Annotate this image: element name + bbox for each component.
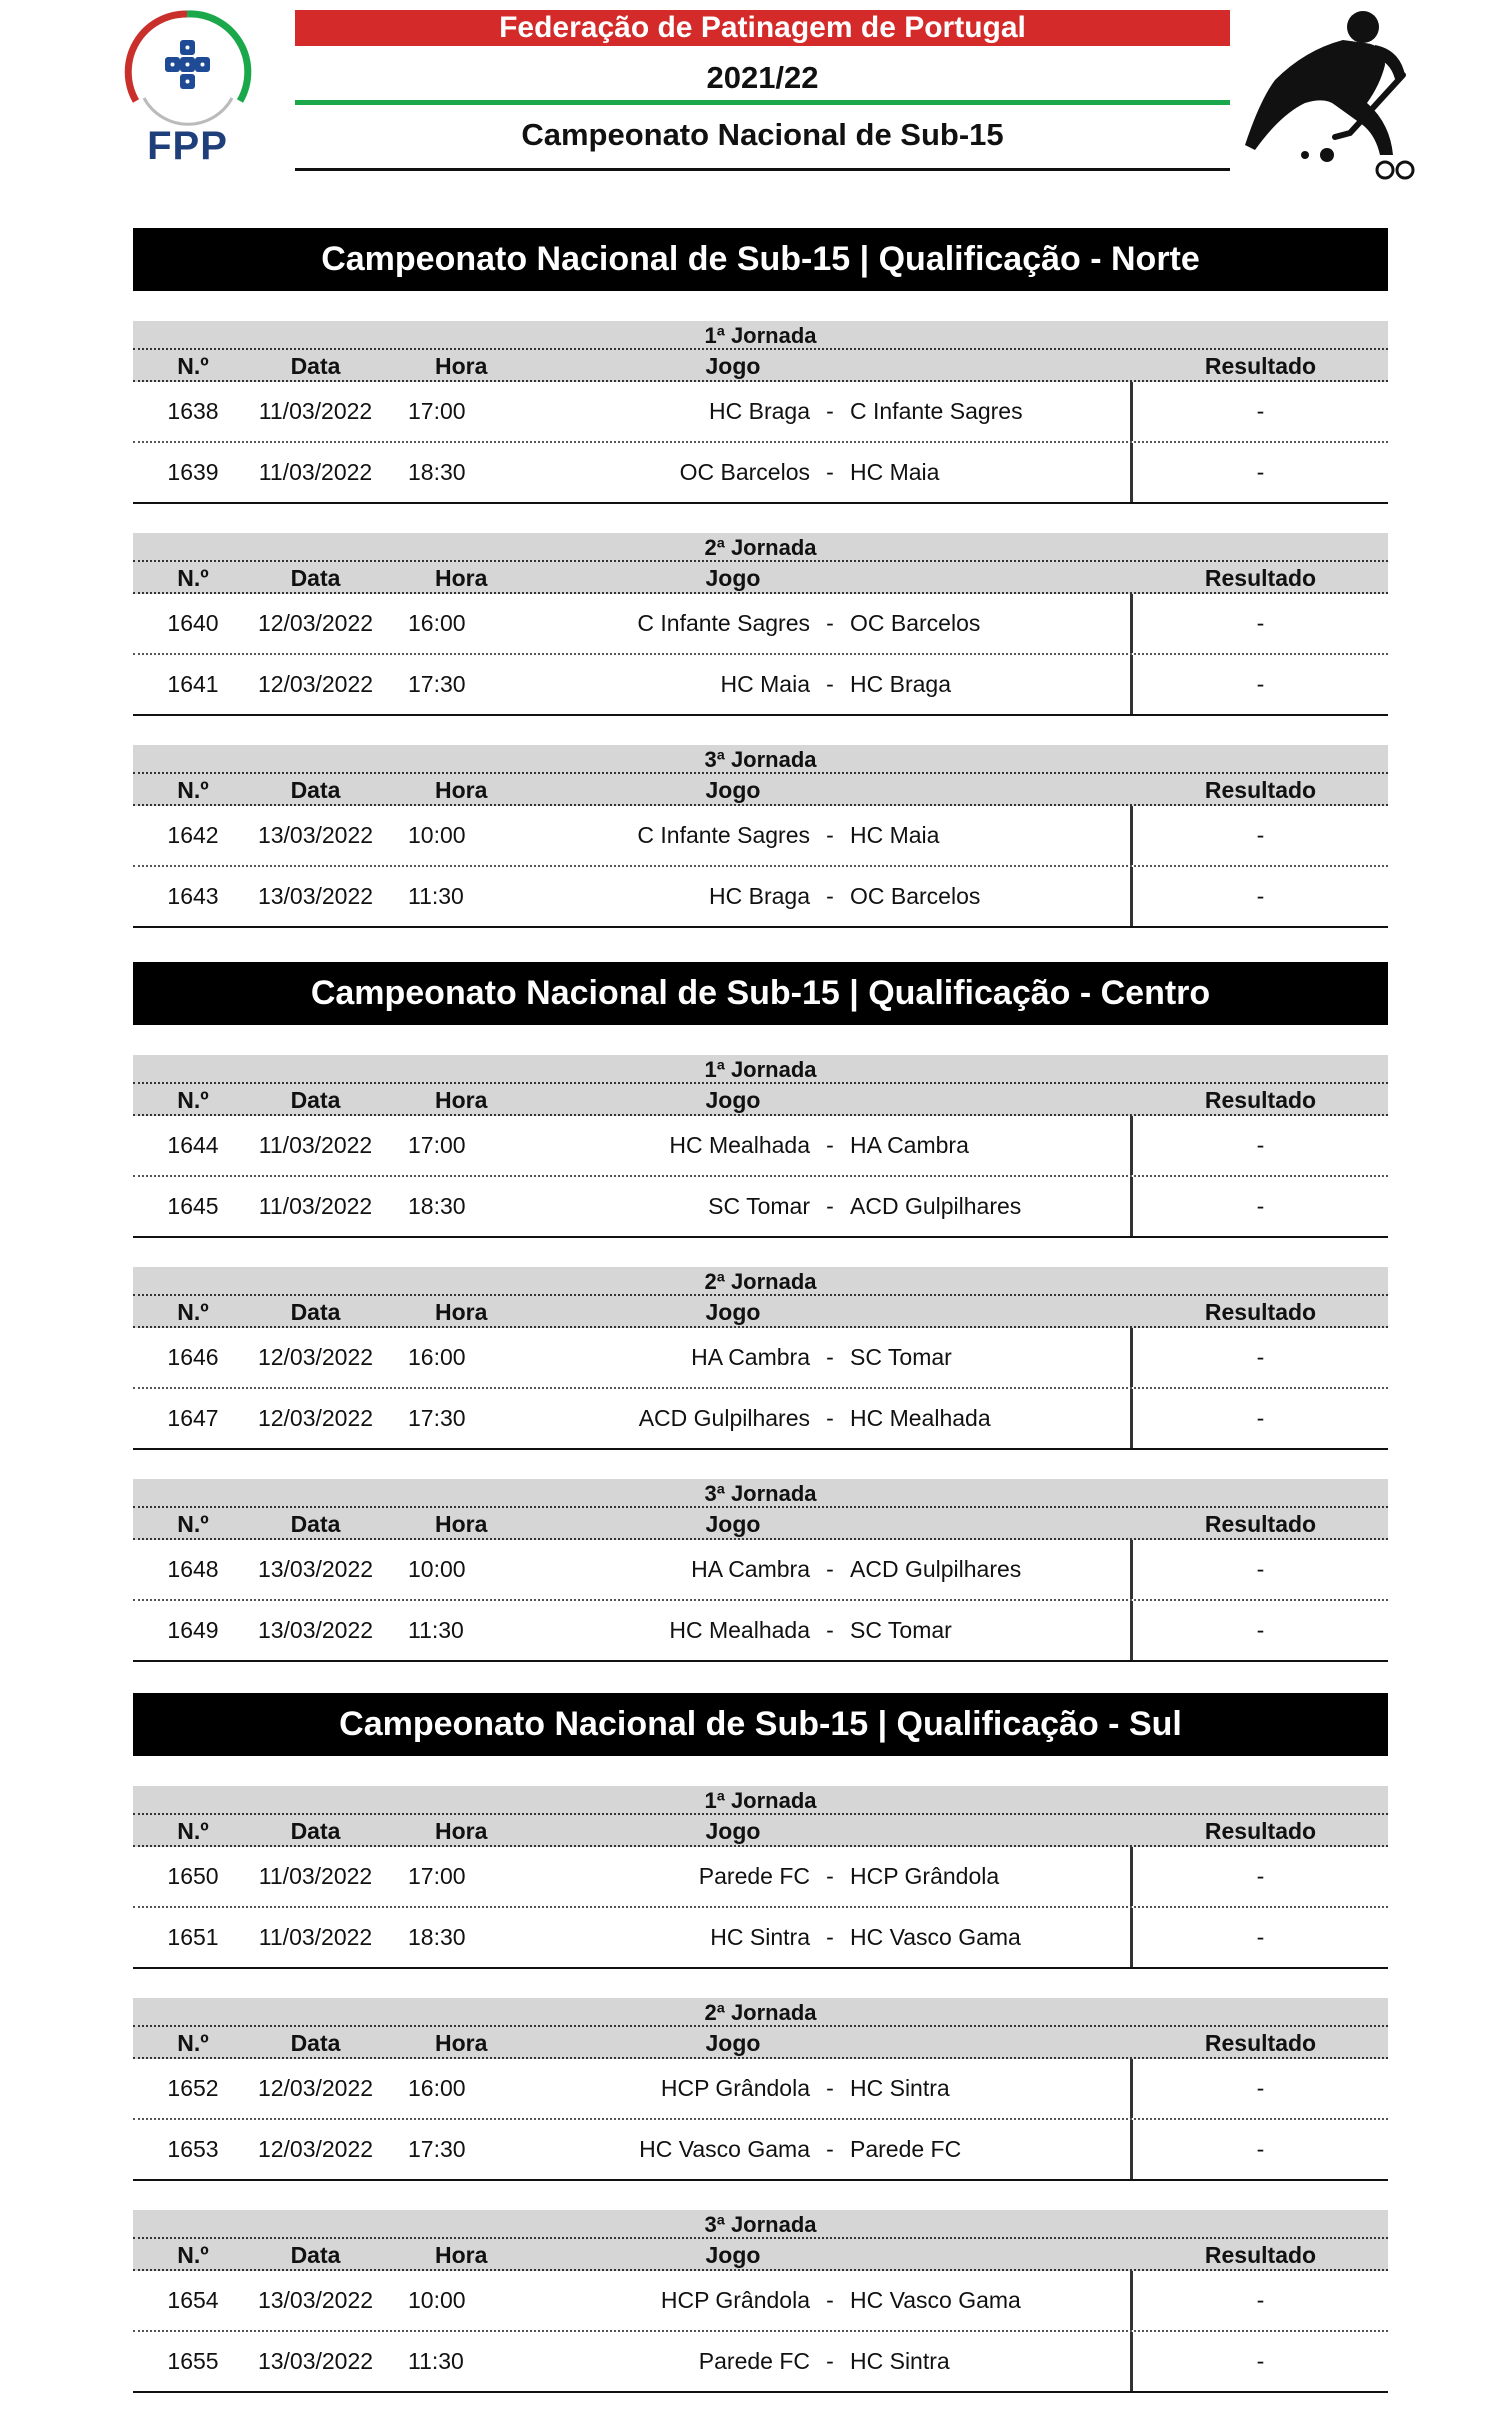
column-header-row bbox=[133, 1508, 1388, 1540]
game-time: 16:00 bbox=[408, 1344, 466, 1370]
column-header-row bbox=[133, 1296, 1388, 1328]
header-result: Resultado bbox=[1204, 353, 1317, 379]
game-date: 11/03/2022 bbox=[258, 1863, 373, 1889]
game-date: 13/03/2022 bbox=[257, 2287, 374, 2313]
round-table bbox=[133, 1786, 1388, 1969]
table-row bbox=[133, 1116, 1388, 1177]
game-time: 16:00 bbox=[408, 2075, 466, 2101]
column-header-row bbox=[133, 1815, 1388, 1847]
header-result: Resultado bbox=[1204, 565, 1317, 591]
game-time: 10:00 bbox=[408, 822, 466, 848]
header-time: Hora bbox=[435, 777, 488, 803]
header-time: Hora bbox=[435, 353, 488, 379]
away-team: HCP Grândola bbox=[850, 1863, 1000, 1889]
column-header-row bbox=[133, 562, 1388, 594]
game-time: 18:30 bbox=[408, 1193, 466, 1219]
header-game: Jogo bbox=[705, 1087, 761, 1113]
table-row bbox=[133, 2332, 1388, 2393]
vs-separator: - bbox=[826, 822, 834, 848]
away-team: ACD Gulpilhares bbox=[850, 1556, 1022, 1582]
section bbox=[133, 228, 1388, 928]
away-team: HA Cambra bbox=[850, 1132, 969, 1158]
home-team: HC Mealhada bbox=[669, 1617, 810, 1643]
game-time: 10:00 bbox=[408, 1556, 466, 1582]
table-row bbox=[133, 867, 1388, 928]
vs-separator: - bbox=[826, 2287, 834, 2313]
game-result: - bbox=[1130, 1389, 1388, 1448]
header-date: Data bbox=[290, 1299, 341, 1325]
game-number: 1643 bbox=[167, 883, 219, 909]
vs-separator: - bbox=[826, 1863, 834, 1889]
game-date: 11/03/2022 bbox=[258, 1193, 373, 1219]
vs-separator: - bbox=[826, 1617, 834, 1643]
table-row bbox=[133, 806, 1388, 867]
logo-text: FPP bbox=[147, 124, 228, 168]
game-number: 1654 bbox=[167, 2287, 219, 2313]
away-team: HC Mealhada bbox=[850, 1405, 991, 1431]
header-num: N.º bbox=[177, 777, 209, 803]
game-time: 17:00 bbox=[408, 1863, 466, 1889]
table-row bbox=[133, 2271, 1388, 2332]
game-number: 1639 bbox=[167, 459, 219, 485]
header-num: N.º bbox=[177, 565, 209, 591]
game-result: - bbox=[1130, 1908, 1388, 1967]
home-team: ACD Gulpilhares bbox=[638, 1405, 810, 1431]
game-result: - bbox=[1130, 1116, 1388, 1175]
vs-separator: - bbox=[826, 1924, 834, 1950]
game-result: - bbox=[1130, 1540, 1388, 1599]
game-number: 1642 bbox=[167, 822, 219, 848]
header-result: Resultado bbox=[1204, 1299, 1317, 1325]
table-row bbox=[133, 1908, 1388, 1969]
vs-separator: - bbox=[826, 1405, 834, 1431]
round-label: 3ª Jornada bbox=[133, 745, 1388, 774]
away-team: OC Barcelos bbox=[850, 610, 981, 636]
game-date: 13/03/2022 bbox=[257, 1617, 374, 1643]
competition-title: Campeonato Nacional de Sub-15 bbox=[521, 117, 1004, 152]
game-date: 12/03/2022 bbox=[257, 671, 374, 697]
column-header-row bbox=[133, 1084, 1388, 1116]
game-result: - bbox=[1130, 806, 1388, 865]
game-number: 1644 bbox=[167, 1132, 219, 1158]
round-table bbox=[133, 2210, 1388, 2393]
game-number: 1649 bbox=[167, 1617, 219, 1643]
vs-separator: - bbox=[826, 1132, 834, 1158]
vs-separator: - bbox=[826, 2075, 834, 2101]
table-row bbox=[133, 2120, 1388, 2181]
game-number: 1655 bbox=[167, 2348, 219, 2374]
header-game: Jogo bbox=[705, 1818, 761, 1844]
header-time: Hora bbox=[435, 2030, 488, 2056]
header-result: Resultado bbox=[1204, 1087, 1317, 1113]
game-time: 10:00 bbox=[408, 2287, 466, 2313]
away-team: SC Tomar bbox=[850, 1344, 952, 1370]
fpp-emblem-icon bbox=[120, 6, 255, 126]
game-result: - bbox=[1130, 867, 1388, 926]
header-game: Jogo bbox=[705, 2030, 761, 2056]
header-time: Hora bbox=[435, 1511, 488, 1537]
header-game: Jogo bbox=[705, 1299, 761, 1325]
section bbox=[133, 1693, 1388, 2393]
vs-separator: - bbox=[826, 610, 834, 636]
game-date: 13/03/2022 bbox=[257, 883, 374, 909]
away-team: C Infante Sagres bbox=[850, 398, 1023, 424]
hockey-player-icon bbox=[1235, 5, 1425, 185]
header-date: Data bbox=[290, 353, 341, 379]
game-result: - bbox=[1130, 1601, 1388, 1660]
home-team: HA Cambra bbox=[691, 1556, 810, 1582]
home-team: HC Braga bbox=[709, 883, 810, 909]
round-table bbox=[133, 1055, 1388, 1238]
game-number: 1641 bbox=[167, 671, 219, 697]
vs-separator: - bbox=[826, 1344, 834, 1370]
round-table bbox=[133, 1267, 1388, 1450]
game-time: 11:30 bbox=[408, 1617, 464, 1643]
table-row bbox=[133, 382, 1388, 443]
home-team: Parede FC bbox=[698, 1863, 810, 1889]
table-row bbox=[133, 1847, 1388, 1908]
game-time: 16:00 bbox=[408, 610, 466, 636]
table-row bbox=[133, 1389, 1388, 1450]
header-result: Resultado bbox=[1204, 1511, 1317, 1537]
game-result: - bbox=[1130, 1177, 1388, 1236]
fpp-logo bbox=[120, 6, 255, 176]
away-team: HC Sintra bbox=[850, 2075, 950, 2101]
away-team: OC Barcelos bbox=[850, 883, 981, 909]
home-team: HC Braga bbox=[709, 398, 810, 424]
header-game: Jogo bbox=[705, 565, 761, 591]
table-row bbox=[133, 1601, 1388, 1662]
vs-separator: - bbox=[826, 2348, 834, 2374]
header-result: Resultado bbox=[1204, 1818, 1317, 1844]
home-team: HC Mealhada bbox=[669, 1132, 810, 1158]
round-table bbox=[133, 533, 1388, 716]
home-team: HC Vasco Gama bbox=[639, 2136, 810, 2162]
home-team: SC Tomar bbox=[708, 1193, 810, 1219]
header-time: Hora bbox=[435, 1299, 488, 1325]
header-date: Data bbox=[290, 565, 341, 591]
game-result: - bbox=[1130, 382, 1388, 441]
table-row bbox=[133, 1177, 1388, 1238]
game-number: 1645 bbox=[167, 1193, 219, 1219]
table-row bbox=[133, 655, 1388, 716]
header-num: N.º bbox=[177, 353, 209, 379]
game-date: 12/03/2022 bbox=[257, 1344, 374, 1370]
game-number: 1652 bbox=[167, 2075, 219, 2101]
home-team: C Infante Sagres bbox=[637, 610, 810, 636]
header-time: Hora bbox=[435, 565, 488, 591]
header-time: Hora bbox=[435, 2242, 488, 2268]
round-label: 3ª Jornada bbox=[133, 1479, 1388, 1508]
header-num: N.º bbox=[177, 1511, 209, 1537]
game-date: 13/03/2022 bbox=[257, 1556, 374, 1582]
game-date: 11/03/2022 bbox=[258, 398, 373, 424]
section-title: Campeonato Nacional de Sub-15 | Qualificação - Centro bbox=[133, 962, 1388, 1025]
game-time: 17:30 bbox=[408, 2136, 466, 2162]
game-time: 11:30 bbox=[408, 2348, 464, 2374]
game-number: 1647 bbox=[167, 1405, 219, 1431]
table-row bbox=[133, 1328, 1388, 1389]
black-divider bbox=[295, 168, 1230, 171]
round-label: 2ª Jornada bbox=[133, 1267, 1388, 1296]
game-date: 12/03/2022 bbox=[257, 2075, 374, 2101]
column-header-row bbox=[133, 2239, 1388, 2271]
game-number: 1650 bbox=[167, 1863, 219, 1889]
game-date: 12/03/2022 bbox=[257, 2136, 374, 2162]
round-table bbox=[133, 321, 1388, 504]
round-table bbox=[133, 1998, 1388, 2181]
header-result: Resultado bbox=[1204, 2242, 1317, 2268]
game-number: 1648 bbox=[167, 1556, 219, 1582]
game-number: 1651 bbox=[167, 1924, 219, 1950]
section-title: Campeonato Nacional de Sub-15 | Qualificação - Sul bbox=[133, 1693, 1388, 1756]
game-result: - bbox=[1130, 1328, 1388, 1387]
game-date: 13/03/2022 bbox=[257, 822, 374, 848]
away-team: SC Tomar bbox=[850, 1617, 952, 1643]
home-team: HC Sintra bbox=[710, 1924, 810, 1950]
game-result: - bbox=[1130, 594, 1388, 653]
header-date: Data bbox=[290, 2030, 341, 2056]
game-result: - bbox=[1130, 2059, 1388, 2118]
game-number: 1638 bbox=[167, 398, 219, 424]
game-time: 18:30 bbox=[408, 1924, 466, 1950]
round-label: 2ª Jornada bbox=[133, 1998, 1388, 2027]
game-number: 1646 bbox=[167, 1344, 219, 1370]
header-result: Resultado bbox=[1204, 777, 1317, 803]
home-team: HA Cambra bbox=[691, 1344, 810, 1370]
round-label: 1ª Jornada bbox=[133, 1786, 1388, 1815]
game-time: 17:00 bbox=[408, 398, 466, 424]
game-result: - bbox=[1130, 2120, 1388, 2179]
game-result: - bbox=[1130, 655, 1388, 714]
table-row bbox=[133, 1540, 1388, 1601]
header-num: N.º bbox=[177, 1299, 209, 1325]
home-team: HCP Grândola bbox=[660, 2075, 810, 2101]
game-time: 18:30 bbox=[408, 459, 466, 485]
game-date: 11/03/2022 bbox=[258, 1924, 373, 1950]
game-time: 17:30 bbox=[408, 1405, 466, 1431]
section-title: Campeonato Nacional de Sub-15 | Qualificação - Norte bbox=[133, 228, 1388, 291]
game-number: 1640 bbox=[167, 610, 219, 636]
header-num: N.º bbox=[177, 2030, 209, 2056]
game-date: 12/03/2022 bbox=[257, 610, 374, 636]
away-team: Parede FC bbox=[850, 2136, 962, 2162]
header-date: Data bbox=[290, 1087, 341, 1113]
vs-separator: - bbox=[826, 2136, 834, 2162]
header-date: Data bbox=[290, 2242, 341, 2268]
vs-separator: - bbox=[826, 671, 834, 697]
round-label: 1ª Jornada bbox=[133, 321, 1388, 350]
header-time: Hora bbox=[435, 1818, 488, 1844]
game-date: 12/03/2022 bbox=[257, 1405, 374, 1431]
vs-separator: - bbox=[826, 1556, 834, 1582]
game-result: - bbox=[1130, 2271, 1388, 2330]
round-label: 1ª Jornada bbox=[133, 1055, 1388, 1084]
header-game: Jogo bbox=[705, 777, 761, 803]
table-row bbox=[133, 2059, 1388, 2120]
table-row bbox=[133, 443, 1388, 504]
vs-separator: - bbox=[826, 883, 834, 909]
header-num: N.º bbox=[177, 1818, 209, 1844]
header-game: Jogo bbox=[705, 353, 761, 379]
header-num: N.º bbox=[177, 1087, 209, 1113]
home-team: HCP Grândola bbox=[660, 2287, 810, 2313]
header-num: N.º bbox=[177, 2242, 209, 2268]
home-team: Parede FC bbox=[698, 2348, 810, 2374]
game-date: 11/03/2022 bbox=[258, 1132, 373, 1158]
home-team: C Infante Sagres bbox=[637, 822, 810, 848]
game-result: - bbox=[1130, 443, 1388, 502]
column-header-row bbox=[133, 2027, 1388, 2059]
game-time: 17:00 bbox=[408, 1132, 466, 1158]
game-result: - bbox=[1130, 1847, 1388, 1906]
header-game: Jogo bbox=[705, 1511, 761, 1537]
header-date: Data bbox=[290, 1511, 341, 1537]
home-team: OC Barcelos bbox=[679, 459, 810, 485]
header-date: Data bbox=[290, 1818, 341, 1844]
away-team: ACD Gulpilhares bbox=[850, 1193, 1022, 1219]
header-time: Hora bbox=[435, 1087, 488, 1113]
game-time: 11:30 bbox=[408, 883, 464, 909]
season-label: 2021/22 bbox=[706, 60, 819, 95]
column-header-row bbox=[133, 774, 1388, 806]
green-divider bbox=[295, 100, 1230, 105]
away-team: HC Sintra bbox=[850, 2348, 950, 2374]
game-date: 11/03/2022 bbox=[258, 459, 373, 485]
federation-title: Federação de Patinagem de Portugal bbox=[295, 10, 1230, 46]
round-label: 3ª Jornada bbox=[133, 2210, 1388, 2239]
section bbox=[133, 962, 1388, 1662]
away-team: HC Vasco Gama bbox=[850, 1924, 1021, 1950]
game-number: 1653 bbox=[167, 2136, 219, 2162]
vs-separator: - bbox=[826, 398, 834, 424]
round-table bbox=[133, 1479, 1388, 1662]
game-result: - bbox=[1130, 2332, 1388, 2391]
round-label: 2ª Jornada bbox=[133, 533, 1388, 562]
away-team: HC Braga bbox=[850, 671, 951, 697]
game-date: 13/03/2022 bbox=[257, 2348, 374, 2374]
game-time: 17:30 bbox=[408, 671, 466, 697]
away-team: HC Vasco Gama bbox=[850, 2287, 1021, 2313]
header-result: Resultado bbox=[1204, 2030, 1317, 2056]
table-row bbox=[133, 594, 1388, 655]
away-team: HC Maia bbox=[850, 459, 940, 485]
header-date: Data bbox=[290, 777, 341, 803]
home-team: HC Maia bbox=[720, 671, 810, 697]
header-game: Jogo bbox=[705, 2242, 761, 2268]
vs-separator: - bbox=[826, 459, 834, 485]
away-team: HC Maia bbox=[850, 822, 940, 848]
vs-separator: - bbox=[826, 1193, 834, 1219]
column-header-row bbox=[133, 350, 1388, 382]
round-table bbox=[133, 745, 1388, 928]
